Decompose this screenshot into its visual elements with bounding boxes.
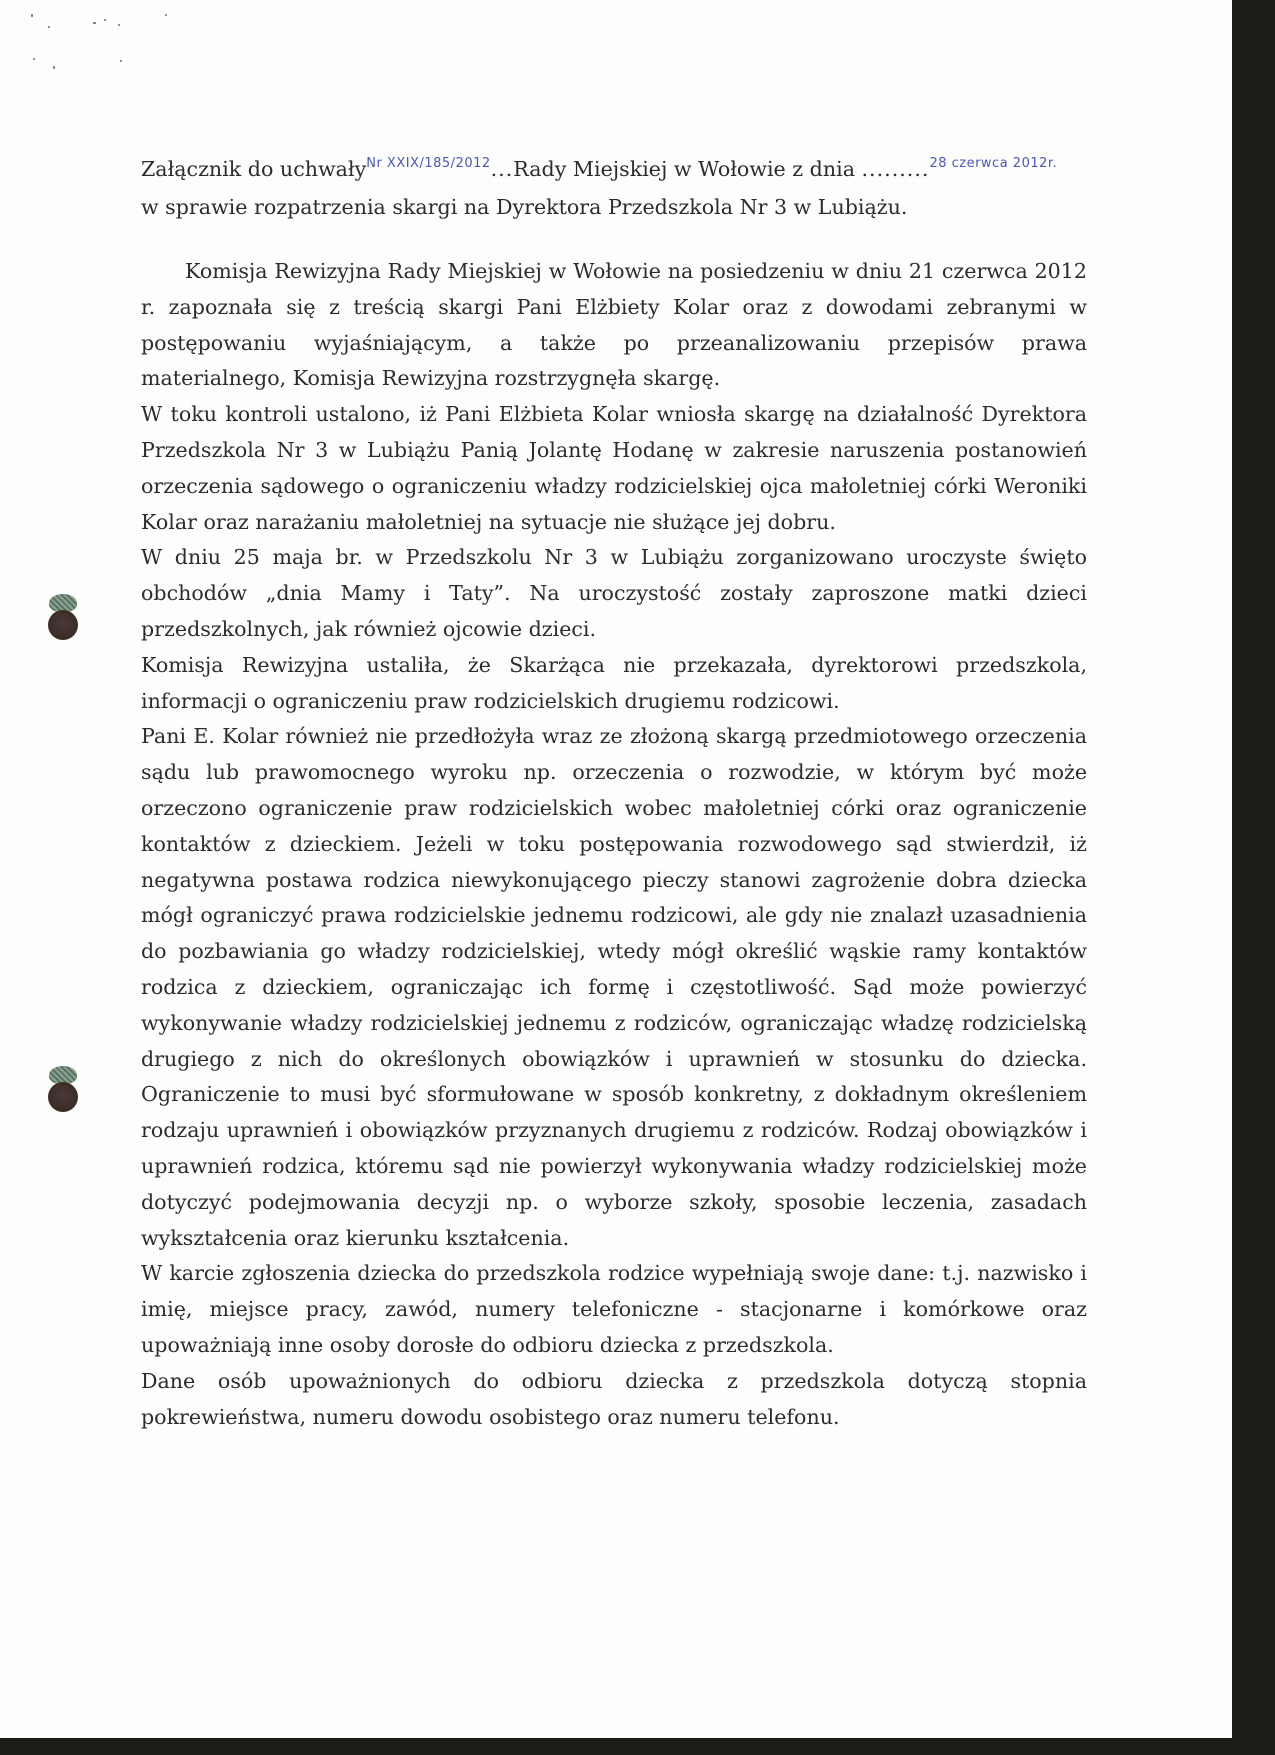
paragraph: Dane osób upoważnionych do odbioru dziecka z przedszkola dotyczą stopnia pokrewieństwa, numeru dowodu osobistego oraz numeru telefonu.: [141, 1368, 1087, 1429]
document-body: [141, 254, 1087, 1435]
scan-speck: [104, 19, 106, 21]
handwritten-date: 28 czerwca 2012r.: [929, 156, 1058, 171]
paragraph: W dniu 25 maja br. w Przedszkolu Nr 3 w Lubiążu zorganizowano uroczyste święto obchodów „dnia Mamy i Taty”. Na uroczystość zostały zaproszone matki dzieci przedszkolnych, jak również ojcowie dzieci.: [141, 545, 1087, 641]
scan-speck: [53, 66, 55, 69]
handwritten-resolution-number: Nr XXIX/185/2012: [366, 156, 491, 171]
punch-hole-upper: [48, 610, 78, 640]
scan-speck: [31, 14, 33, 17]
scan-speck: [48, 26, 50, 28]
header-dots: ...: [490, 157, 514, 181]
paragraph: W toku kontroli ustalono, iż Pani Elżbieta Kolar wniosła skargę na działalność Dyrektora Przedszkola Nr 3 w Lubiążu Panią Jolantę Hodanę w zakresie naruszenia postanowień orzeczenia sądowego o ograniczeniu władzy rodzicielskiej ojca małoletniej córki Weroniki Kolar oraz narażaniu małoletniej na sytuacje nie służące jej dobru.: [141, 402, 1087, 534]
paragraph: W karcie zgłoszenia dziecka do przedszkola rodzice wypełniają swoje dane: t.j. nazwisko i imię, miejsce pracy, zawód, numery telefoniczne - stacjonarne i komórkowe oraz upoważniają inne osoby dorosłe do odbioru dziecka z przedszkola.: [141, 1261, 1087, 1357]
document-header: [141, 152, 1087, 224]
paragraph: Komisja Rewizyjna ustaliła, że Skarżąca nie przekazała, dyrektorowi przedszkola, informacji o ograniczeniu praw rodzicielskich drugiemu rodzicowi.: [141, 652, 1087, 713]
header-prefix: Załącznik do uchwały: [141, 157, 367, 181]
document-content: [141, 152, 1087, 1435]
scan-speck: [93, 22, 96, 24]
header-mid: Rady Miejskiej w Wołowie z dnia: [513, 157, 855, 181]
header-line-2: w sprawie rozpatrzenia skargi na Dyrektora Przedszkola Nr 3 w Lubiążu.: [141, 195, 908, 219]
scan-speck: [118, 24, 120, 26]
header-line-1: [141, 152, 1087, 190]
scan-speck: [33, 58, 35, 60]
scan-speck: [120, 60, 122, 62]
paragraph: Komisja Rewizyjna Rady Miejskiej w Wołowie na posiedzeniu w dniu 21 czerwca 2012 r. zapoznała się z treścią skargi Pani Elżbiety Kolar oraz z dowodami zebranymi w postępowaniu wyjaśniającym, a także po przeanalizowaniu przepisów prawa materialnego, Komisja Rewizyjna rozstrzygnęła skargę.: [141, 259, 1087, 391]
punch-hole-lower: [48, 1082, 78, 1112]
scan-speck: [165, 14, 167, 16]
paragraph: Pani E. Kolar również nie przedłożyła wraz ze złożoną skargą przedmiotowego orzeczenia sądu lub prawomocnego wyroku np. orzeczenia o rozwodzie, w którym być może orzeczono ograniczenie praw rodzicielskich wobec małoletniej córki oraz ograniczenie kontaktów z dzieckiem. Jeżeli w toku postępowania rozwodowego sąd stwierdził, iż negatywna postawa rodzica niewykonującego pieczy stanowi zagrożenie dobra dziecka mógł ograniczyć prawa rodzicielskie jednemu rodzicowi, ale gdy nie znalazł uzasadnienia do pozbawiania go władzy rodzicielskiej, wtedy mógł określić wąskie ramy kontaktów rodzica z dzieckiem, ograniczając ich formę i częstotliwość. Sąd może powierzyć wykonywanie władzy rodzicielskiej jednemu z rodziców, ograniczając władzę rodzicielską drugiego z nich do określonych obowiązków i uprawnień w stosunku do dziecka. Ograniczenie to musi być sformułowane w sposób konkretny, z dokładnym określeniem rodzaju uprawnień i obowiązków przyznanych drugiemu z rodziców. Rodzaj obowiązków i uprawnień rodzica, któremu sąd nie powierzył wykonywania władzy rodzicielskiej może dotyczyć podejmowania decyzji np. o wyborze szkoły, sposobie leczenia, zasadach wykształcenia oraz kierunku kształcenia.: [141, 724, 1087, 1250]
header-dots-date: .........: [861, 157, 930, 181]
